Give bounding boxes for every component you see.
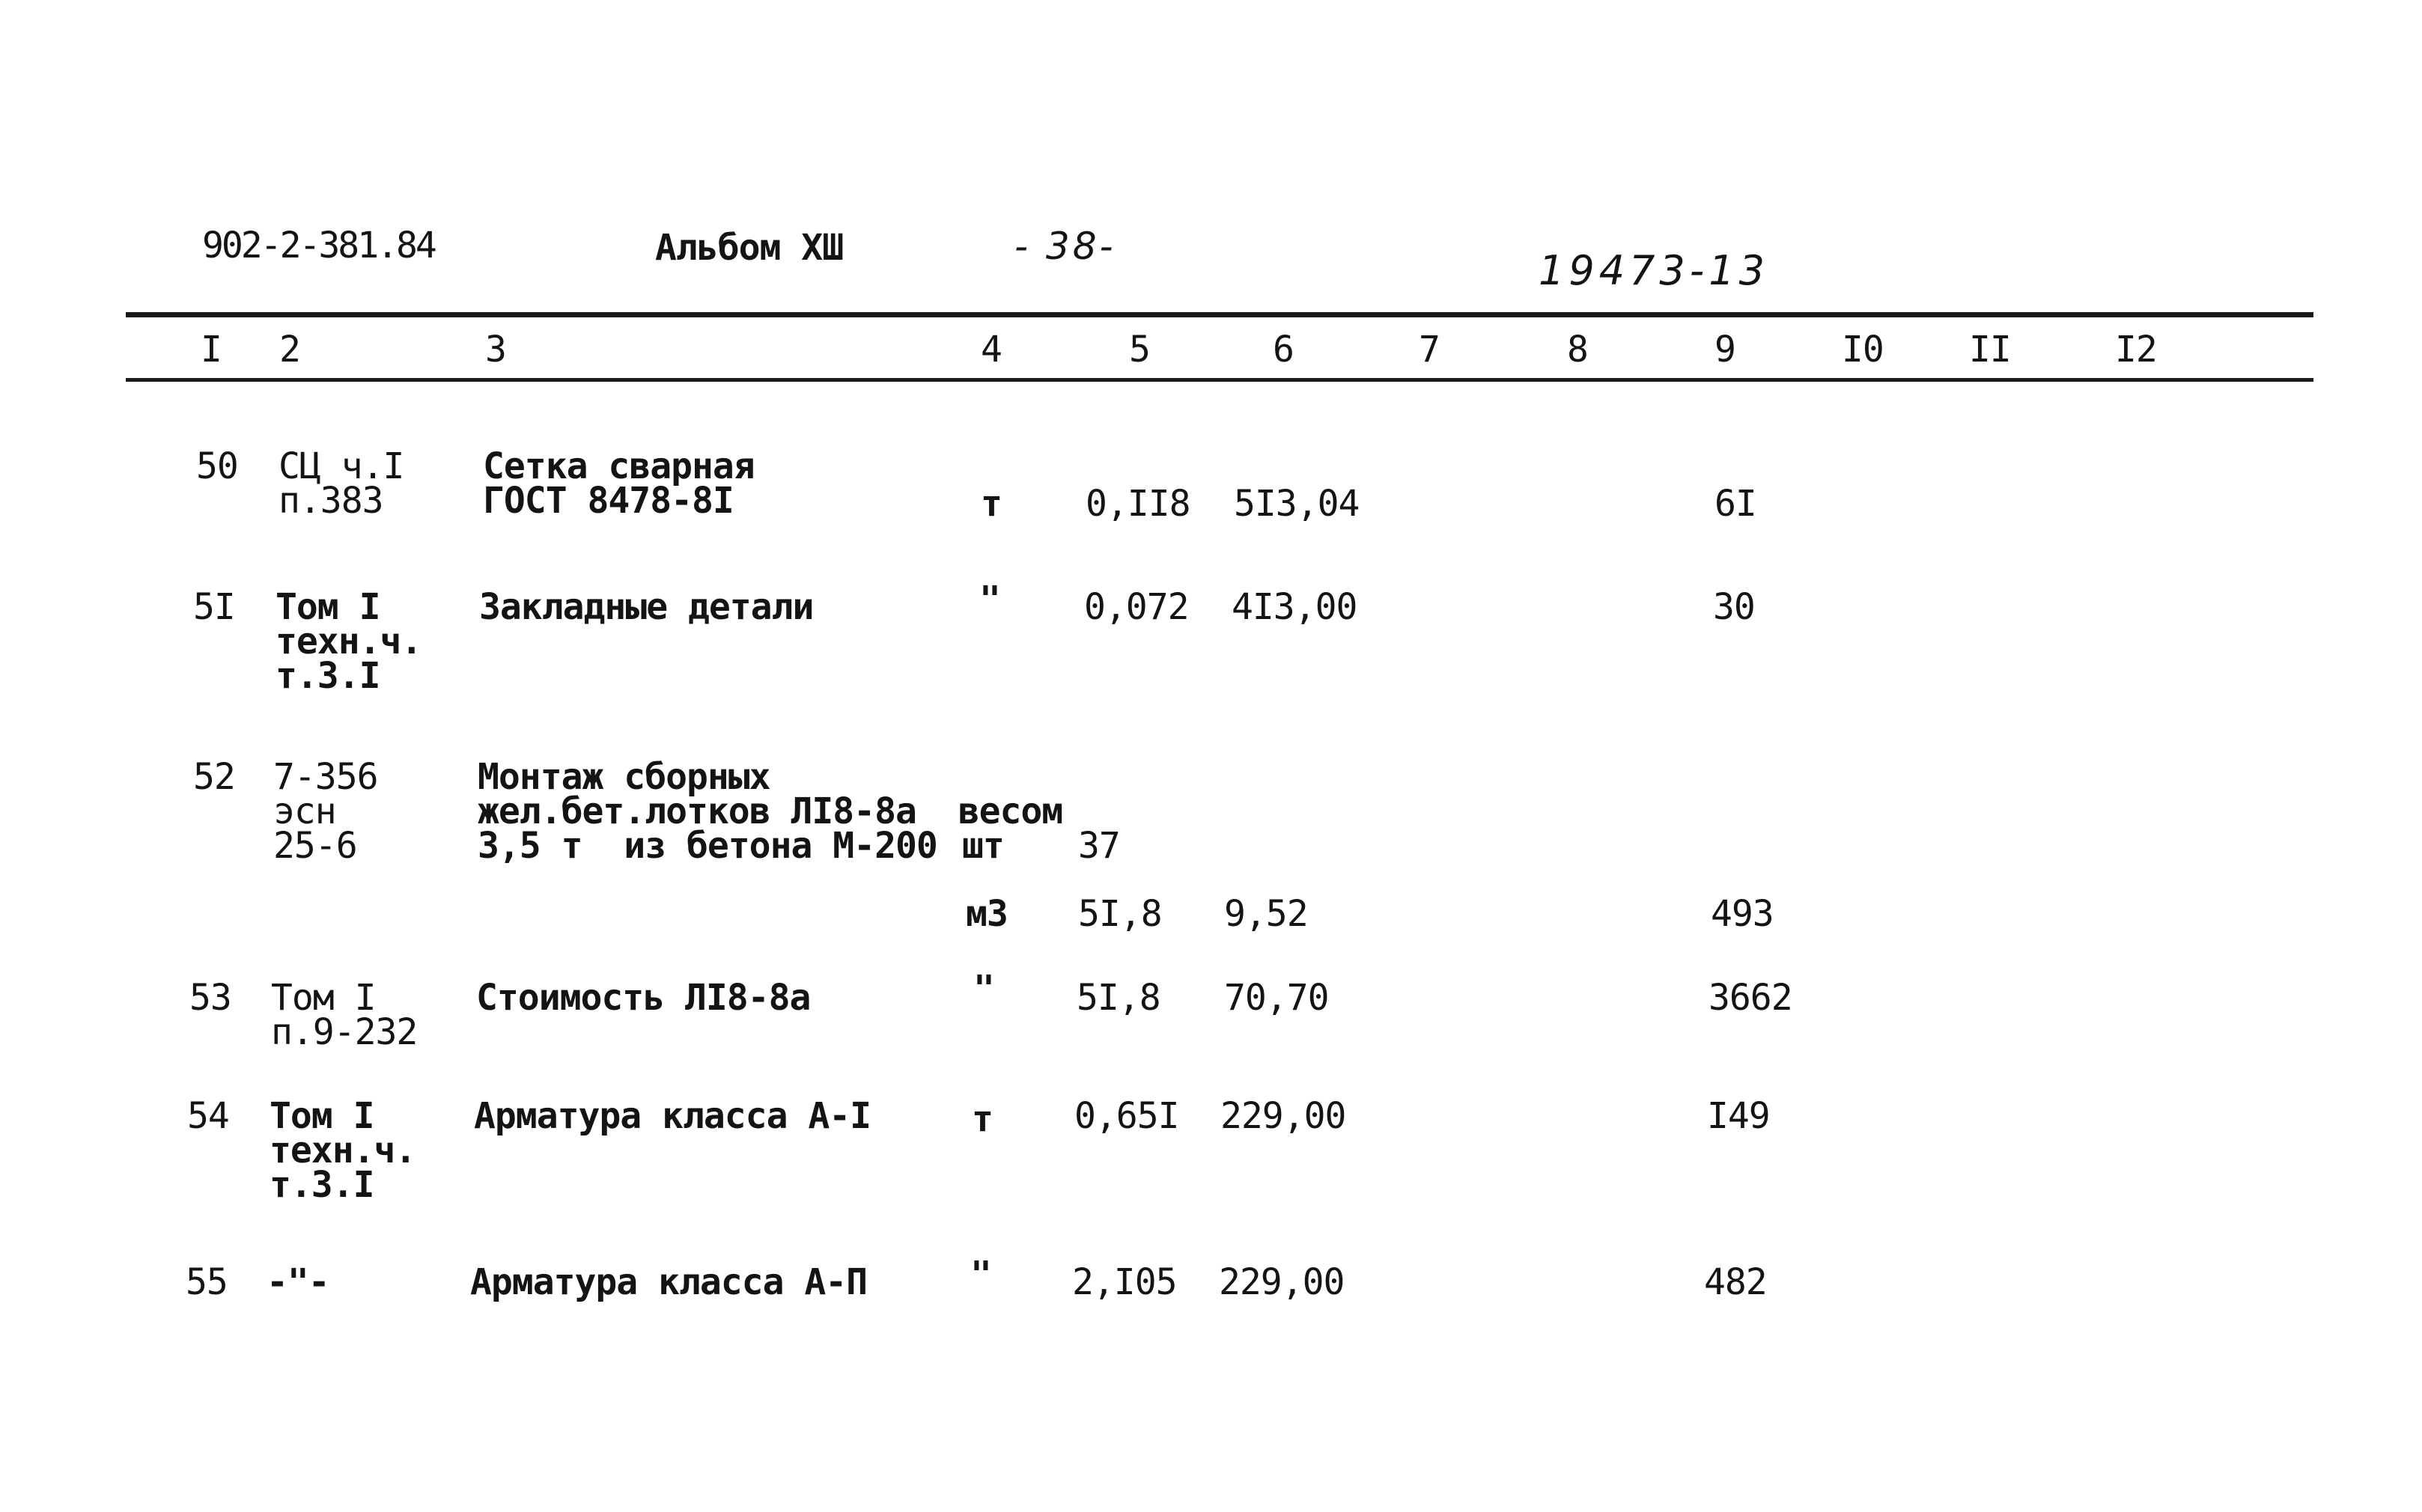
row-quantity: 0,65I	[1074, 1095, 1179, 1137]
row-total: 30	[1713, 586, 1755, 628]
row-number: 55	[186, 1261, 228, 1303]
album-title: Альбом XШ	[655, 227, 844, 269]
row-unit-price: 229,00	[1219, 1261, 1345, 1303]
row-unit: м3	[966, 893, 1008, 935]
row-total: 482	[1704, 1261, 1767, 1303]
row-description: Арматура класса А-П	[470, 1261, 868, 1303]
document-number: 902-2-381.84	[202, 225, 435, 266]
row-number: 54	[187, 1095, 229, 1137]
row-unit: т	[972, 1098, 993, 1140]
row-quantity: 0,II8	[1086, 483, 1190, 525]
row-unit: "	[973, 968, 994, 1010]
row-description: Стоимость ЛI8-8а	[476, 977, 811, 1019]
row-description: Монтаж сборных жел.бет.лотков ЛI8-8а весом 3,5 т из бетона М-200	[478, 756, 1063, 867]
column-header-8: 8	[1567, 329, 1588, 371]
column-header-11: II	[1969, 329, 2011, 371]
row-total: 6I	[1714, 483, 1756, 525]
header-top-rule	[126, 312, 2313, 317]
column-header-9: 9	[1714, 329, 1735, 371]
column-header-10: I0	[1842, 329, 1884, 371]
row-unit-price: 4I3,00	[1232, 586, 1357, 628]
handwritten-inventory-number: 19473-13	[1539, 247, 1769, 294]
row-unit-price: 9,52	[1224, 893, 1308, 935]
row-quantity: 0,072	[1084, 586, 1189, 628]
header-bottom-rule	[126, 378, 2313, 382]
row-number: 52	[193, 756, 235, 798]
row-reference: СЦ ч.I п.383	[279, 445, 404, 522]
column-header-4: 4	[981, 329, 1002, 371]
row-unit-price: 229,00	[1220, 1095, 1346, 1137]
row-unit: "	[970, 1254, 991, 1296]
row-quantity: 2,I05	[1072, 1261, 1177, 1303]
row-description: Арматура класса А-I	[474, 1095, 871, 1137]
column-header-6: 6	[1273, 329, 1294, 371]
row-reference: Том I п.9-232	[271, 977, 418, 1053]
row-description: Закладные детали	[479, 586, 814, 628]
row-unit-price: 70,70	[1224, 977, 1329, 1019]
row-reference: 7-356 эсн 25-6	[273, 756, 378, 867]
row-unit-price: 5I3,04	[1234, 483, 1360, 525]
column-header-7: 7	[1419, 329, 1440, 371]
column-header-5: 5	[1129, 329, 1150, 371]
row-total: 3662	[1709, 977, 1792, 1019]
column-header-2: 2	[279, 329, 300, 371]
row-reference: Том I техн.ч. т.3.I	[270, 1095, 416, 1206]
column-header-3: 3	[485, 329, 506, 371]
column-header-1: I	[201, 329, 222, 371]
row-unit: "	[979, 579, 1000, 621]
row-number: 5I	[193, 586, 235, 628]
row-total: 493	[1711, 893, 1774, 935]
column-header-12: I2	[2115, 329, 2157, 371]
row-reference: Том I техн.ч. т.3.I	[276, 586, 422, 697]
row-unit: т	[981, 483, 1002, 525]
row-unit: шт	[962, 825, 1004, 867]
row-quantity: 37	[1078, 825, 1120, 867]
row-description: Сетка сварная ГОСТ 8478-8I	[483, 445, 755, 522]
row-quantity: 5I,8	[1078, 893, 1162, 935]
row-number: 53	[189, 977, 231, 1019]
row-total: I49	[1707, 1095, 1770, 1137]
row-quantity: 5I,8	[1077, 977, 1160, 1019]
page-number: - 38-	[1014, 225, 1116, 268]
row-number: 50	[196, 445, 238, 487]
row-reference: -"-	[267, 1261, 329, 1303]
